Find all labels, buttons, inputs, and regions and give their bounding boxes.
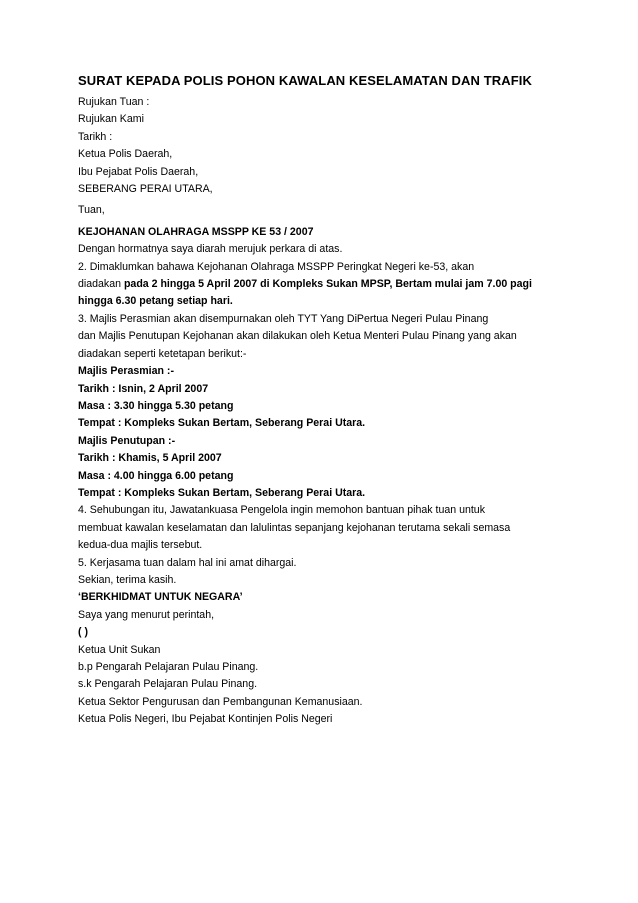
paragraph-2-normal-text: diadakan bbox=[78, 278, 124, 291]
recipient-line-2: Ibu Pejabat Polis Daerah, bbox=[78, 165, 199, 178]
penutupan-heading: Majlis Penutupan :- bbox=[78, 434, 176, 447]
salutation: Tuan, bbox=[78, 204, 105, 217]
paragraph-5: 5. Kerjasama tuan dalam hal ini amat dihargai. bbox=[78, 556, 297, 569]
perasmian-tarikh: Tarikh : Isnin, 2 April 2007 bbox=[78, 382, 209, 395]
paragraph-4-line-1: 4. Sehubungan itu, Jawatankuasa Pengelola ingin memohon bantuan pihak tuan untuk bbox=[78, 504, 485, 517]
subject-heading: KEJOHANAN OLAHRAGA MSSPP KE 53 / 2007 bbox=[78, 225, 314, 238]
cc-line-4: Ketua Polis Negeri, Ibu Pejabat Kontinjen Polis Negeri bbox=[78, 713, 333, 726]
paragraph-1: Dengan hormatnya saya diarah merujuk perkara di atas. bbox=[78, 243, 343, 256]
paragraph-4-line-3: kedua-dua majlis tersebut. bbox=[78, 539, 203, 552]
perasmian-tempat: Tempat : Kompleks Sukan Bertam, Seberang Perai Utara. bbox=[78, 417, 366, 430]
tarikh: Tarikh : bbox=[78, 130, 113, 143]
paragraph-3-line-1: 3. Majlis Perasmian akan disempurnakan oleh TYT Yang DiPertua Negeri Pulau Pinang bbox=[78, 312, 489, 325]
rujukan-tuan: Rujukan Tuan : bbox=[78, 96, 150, 108]
paragraph-2-line-1: 2. Dimaklumkan bahawa Kejohanan Olahraga MSSPP Peringkat Negeri ke-53, akan bbox=[78, 260, 475, 273]
recipient-line-1: Ketua Polis Daerah, bbox=[78, 148, 173, 161]
penutupan-masa: Masa : 4.00 hingga 6.00 petang bbox=[78, 469, 234, 482]
signature-placeholder: ( ) bbox=[78, 626, 88, 639]
penutupan-tarikh: Tarikh : Khamis, 5 April 2007 bbox=[78, 452, 222, 465]
paragraph-3-line-3: diadakan seperti ketetapan berikut:- bbox=[78, 347, 247, 360]
closing: Sekian, terima kasih. bbox=[78, 573, 177, 586]
yours-faithfully: Saya yang menurut perintah, bbox=[78, 608, 215, 621]
rujukan-kami: Rujukan Kami bbox=[78, 113, 144, 126]
paragraph-2-line-3: hingga 6.30 petang setiap hari. bbox=[78, 295, 233, 308]
recipient-line-3: SEBERANG PERAI UTARA, bbox=[78, 183, 213, 196]
cc-line-1: b.p Pengarah Pelajaran Pulau Pinang. bbox=[78, 661, 259, 673]
perasmian-masa: Masa : 3.30 hingga 5.30 petang bbox=[78, 399, 234, 412]
paragraph-4-line-2: membuat kawalan keselamatan dan lalulintas sepanjang kejohanan terutama sekali semasa bbox=[78, 521, 511, 534]
paragraph-2-line-2 bbox=[78, 276, 618, 293]
letter-page bbox=[78, 73, 618, 729]
cc-line-3: Ketua Sektor Pengurusan dan Pembangunan Kemanusiaan. bbox=[78, 695, 363, 708]
perasmian-heading: Majlis Perasmian :- bbox=[78, 365, 174, 378]
letter-title: SURAT KEPADA POLIS POHON KAWALAN KESELAMATAN DAN TRAFIK bbox=[78, 73, 532, 88]
signatory-position: Ketua Unit Sukan bbox=[78, 643, 161, 656]
penutupan-tempat: Tempat : Kompleks Sukan Bertam, Seberang Perai Utara. bbox=[78, 486, 366, 499]
paragraph-2-bold-text: pada 2 hingga 5 April 2007 di Kompleks Sukan MPSP, Bertam mulai jam 7.00 pagi bbox=[123, 278, 532, 291]
paragraph-3-line-2: dan Majlis Penutupan Kejohanan akan dilakukan oleh Ketua Menteri Pulau Pinang yang akan bbox=[78, 330, 517, 343]
motto: ‘BERKHIDMAT UNTUK NEGARA’ bbox=[78, 591, 243, 604]
cc-line-2: s.k Pengarah Pelajaran Pulau Pinang. bbox=[78, 678, 258, 691]
